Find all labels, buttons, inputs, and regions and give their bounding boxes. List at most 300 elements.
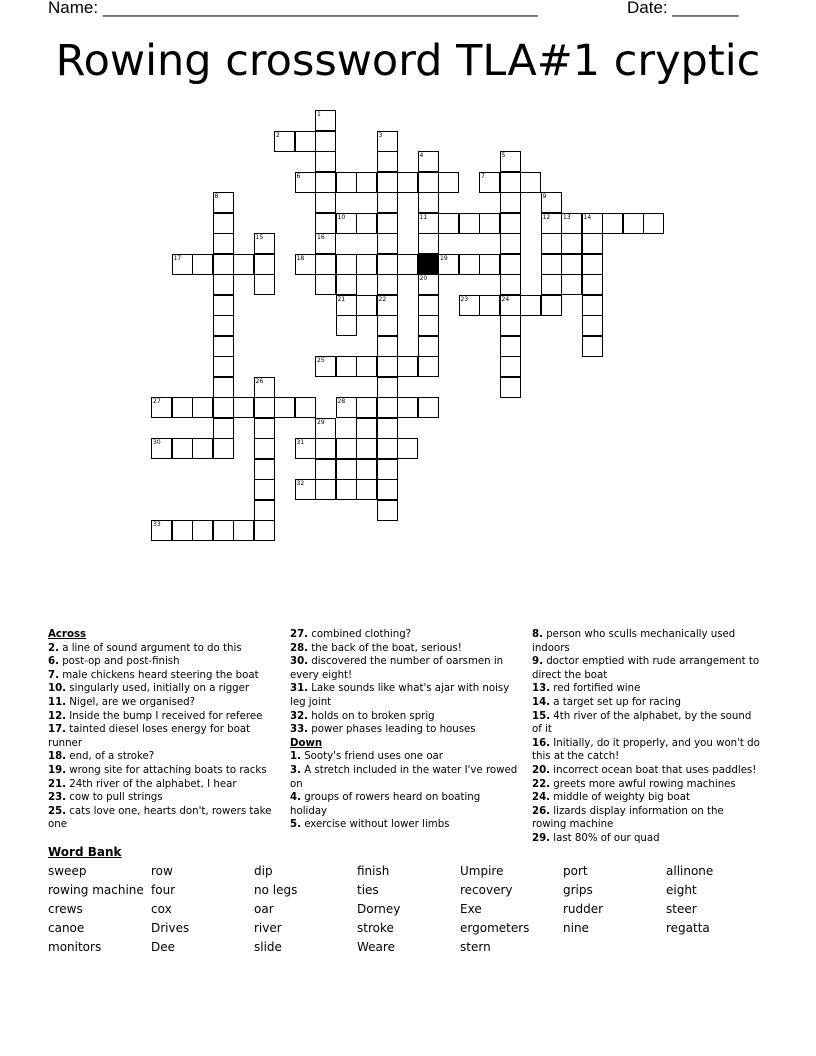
clue-item [48, 682, 276, 696]
clue-number-label: 29. [532, 832, 551, 844]
clue-number: 1 [317, 111, 321, 118]
clue-item [290, 642, 518, 656]
grid-cell[interactable] [397, 438, 418, 459]
clue-number-label: 25. [48, 805, 67, 817]
word-bank-word: Weare [357, 940, 395, 954]
grid-cell[interactable] [356, 459, 377, 480]
clue-number: 17 [173, 254, 182, 262]
grid-cell[interactable] [561, 254, 582, 275]
clue-item [48, 764, 276, 778]
word-bank-word: crews [48, 902, 83, 916]
clue-number: 23 [460, 295, 469, 303]
grid-cell[interactable] [274, 131, 295, 152]
clue-text: Nigel, are we organised? [66, 696, 196, 708]
grid-cell[interactable] [213, 377, 234, 398]
grid-cell[interactable] [213, 315, 234, 336]
grid-cell[interactable] [254, 274, 275, 295]
grid-cell[interactable] [295, 172, 316, 193]
clues-column-2 [290, 628, 518, 832]
grid-cell[interactable] [397, 254, 418, 275]
grid-cell[interactable] [315, 356, 336, 377]
clue-text: 24th river of the alphabet, I hear [66, 778, 237, 790]
clue-number-label: 30. [290, 656, 309, 668]
grid-cell[interactable] [418, 295, 439, 316]
word-bank-word: nine [563, 921, 589, 935]
grid-cell[interactable] [172, 254, 193, 275]
grid-cell[interactable] [192, 254, 213, 275]
grid-cell[interactable] [213, 233, 234, 254]
grid-cell[interactable] [192, 520, 213, 541]
word-bank-word: Dee [151, 940, 176, 954]
grid-cell[interactable] [254, 254, 275, 275]
grid-cell[interactable] [254, 418, 275, 439]
clue-number: 31 [296, 439, 305, 446]
grid-cell[interactable] [377, 213, 398, 234]
clue-number-label: 13. [532, 683, 551, 695]
clue-text: a line of sound argument to do this [58, 642, 242, 654]
clue-number-label: 16. [532, 737, 551, 749]
grid-cell[interactable] [377, 438, 398, 459]
grid-cell[interactable] [336, 295, 357, 316]
clue-text: exercise without lower limbs [300, 819, 450, 831]
clue-item [48, 723, 276, 750]
word-bank-word: slide [254, 940, 282, 954]
clue-item [290, 723, 518, 737]
clue-text: wrong site for attaching boats to racks [66, 764, 267, 776]
word-bank-word: steer [666, 902, 697, 916]
grid-cell[interactable] [582, 315, 603, 336]
grid-cell[interactable] [377, 233, 398, 254]
clue-item [48, 750, 276, 764]
grid-cell[interactable] [377, 151, 398, 172]
grid-cell[interactable] [541, 192, 562, 213]
clue-item [290, 750, 518, 764]
clue-item [532, 832, 760, 846]
grid-cell[interactable] [213, 438, 234, 459]
clue-number-label: 21. [48, 778, 67, 790]
clue-number: 28 [337, 398, 346, 405]
name-blank: ______________________________________________ [102, 0, 538, 17]
grid-cell[interactable] [356, 356, 377, 377]
grid-cell[interactable] [172, 397, 193, 418]
word-bank-word: Dorney [357, 902, 401, 916]
grid-cell[interactable] [336, 356, 357, 377]
clue-text: 4th river of the alphabet, by the sound of it [532, 710, 752, 736]
clue-number: 22 [378, 295, 387, 303]
clue-number-label: 26. [532, 805, 551, 817]
clue-item [532, 791, 760, 805]
word-bank-word: no legs [254, 883, 298, 897]
clue-text: cow to pull strings [66, 792, 163, 804]
grid-cell[interactable] [377, 500, 398, 521]
grid-cell[interactable] [582, 336, 603, 357]
page-title: Rowing crossword TLA#1 cryptic [55, 36, 761, 86]
clue-item [48, 696, 276, 710]
grid-cell[interactable] [315, 233, 336, 254]
clue-item [290, 818, 518, 832]
clue-text: middle of weighty big boat [550, 792, 690, 804]
grid-cell[interactable] [356, 479, 377, 500]
word-bank-word: port [563, 864, 588, 878]
grid-cell[interactable] [438, 213, 459, 234]
clue-number: 3 [378, 131, 383, 139]
grid-cell[interactable] [541, 295, 562, 316]
clue-item [532, 764, 760, 778]
clue-number: 12 [542, 213, 551, 221]
clue-item [48, 710, 276, 724]
clue-number: 2 [276, 131, 280, 139]
clue-section-heading: Across [48, 629, 87, 640]
grid-cell[interactable] [336, 172, 357, 193]
grid-cell[interactable] [254, 459, 275, 480]
grid-cell[interactable] [315, 459, 336, 480]
clue-text: A stretch included in the water I've rowed on [290, 764, 518, 790]
grid-cell[interactable] [582, 254, 603, 275]
grid-cell[interactable] [213, 418, 234, 439]
grid-cell[interactable] [377, 172, 398, 193]
grid-cell[interactable] [315, 151, 336, 172]
clue-number-label: 18. [48, 751, 67, 763]
clue-number-label: 11. [48, 696, 67, 708]
clue-text: tainted diesel loses energy for boat runner [48, 724, 251, 749]
grid-cell[interactable] [459, 213, 480, 234]
grid-cell[interactable] [213, 356, 234, 377]
grid-cell[interactable] [254, 520, 275, 541]
grid-cell[interactable] [213, 397, 234, 418]
clue-number: 21 [337, 295, 346, 303]
grid-cell[interactable] [254, 233, 275, 254]
clue-number-label: 5. [290, 819, 301, 831]
grid-cell[interactable] [356, 438, 377, 459]
grid-cell[interactable] [377, 356, 398, 377]
grid-cell[interactable] [541, 213, 562, 234]
clue-item [532, 737, 760, 764]
clue-item [48, 805, 276, 832]
clue-item [532, 682, 760, 696]
grid-cell[interactable] [254, 438, 275, 459]
grid-cell[interactable] [418, 274, 439, 295]
grid-cell[interactable] [336, 213, 357, 234]
clue-text: groups of rowers heard on boating holiday [290, 792, 481, 817]
grid-cell[interactable] [397, 172, 418, 193]
word-bank-word: grips [563, 883, 593, 897]
grid-cell[interactable] [356, 295, 377, 316]
word-bank-word: row [151, 864, 173, 878]
word-bank-word: stern [460, 940, 491, 954]
clue-item [290, 764, 518, 791]
clue-text: Lake sounds like what's ajar with noisy leg joint [290, 683, 510, 708]
grid-cell[interactable] [315, 192, 336, 213]
grid-cell[interactable] [356, 213, 377, 234]
grid-cell[interactable] [418, 192, 439, 213]
grid-cell[interactable] [295, 397, 316, 418]
clue-item [290, 628, 518, 642]
clue-number-label: 32. [290, 710, 309, 722]
clue-item [48, 655, 276, 669]
grid-cell[interactable] [377, 459, 398, 480]
clue-item [532, 710, 760, 737]
clue-number-label: 28. [290, 642, 309, 654]
grid-cell[interactable] [541, 274, 562, 295]
clue-number-label: 27. [290, 629, 309, 640]
grid-cell[interactable] [397, 356, 418, 377]
blocked-cell [418, 254, 439, 275]
grid-cell[interactable] [561, 274, 582, 295]
grid-cell[interactable] [520, 295, 541, 316]
grid-cell[interactable] [336, 397, 357, 418]
clue-number: 25 [317, 357, 325, 364]
clue-number-label: 9. [532, 656, 543, 668]
clue-number-label: 10. [48, 683, 67, 695]
clue-number: 30 [153, 439, 161, 446]
clue-number: 29 [317, 418, 325, 426]
grid-cell[interactable] [459, 254, 480, 275]
grid-cell[interactable] [213, 520, 234, 541]
grid-cell[interactable] [213, 336, 234, 357]
word-bank-word: rowing machine [48, 883, 144, 897]
grid-cell[interactable] [582, 213, 603, 234]
name-label: Name: [48, 0, 99, 17]
grid-cell[interactable] [315, 438, 336, 459]
grid-cell[interactable] [500, 336, 521, 357]
clue-number-label: 1. [290, 751, 301, 763]
grid-cell[interactable] [500, 213, 521, 234]
clue-number: 10 [337, 213, 346, 221]
grid-cell[interactable] [336, 438, 357, 459]
grid-cell[interactable] [479, 254, 500, 275]
grid-cell[interactable] [254, 479, 275, 500]
grid-cell[interactable] [500, 233, 521, 254]
clue-number: 13 [563, 213, 571, 221]
word-bank-word: monitors [48, 940, 102, 954]
grid-cell[interactable] [233, 254, 254, 275]
grid-cell[interactable] [377, 397, 398, 418]
grid-cell[interactable] [541, 233, 562, 254]
clue-item [532, 778, 760, 792]
grid-cell[interactable] [418, 233, 439, 254]
grid-cell[interactable] [295, 438, 316, 459]
grid-cell[interactable] [500, 151, 521, 172]
grid-cell[interactable] [500, 377, 521, 398]
grid-cell[interactable] [356, 254, 377, 275]
grid-cell[interactable] [500, 172, 521, 193]
date-blank: _______ [672, 0, 739, 17]
clue-number-label: 23. [48, 792, 67, 804]
grid-cell[interactable] [356, 418, 377, 439]
grid-cell[interactable] [377, 418, 398, 439]
clue-item [532, 696, 760, 710]
grid-cell[interactable] [377, 254, 398, 275]
grid-cell[interactable] [315, 110, 336, 131]
word-bank-word: finish [357, 864, 390, 878]
grid-cell[interactable] [377, 274, 398, 295]
grid-cell[interactable] [582, 233, 603, 254]
clue-text: combined clothing? [308, 629, 412, 640]
word-bank-word: canoe [48, 921, 85, 935]
grid-cell[interactable] [623, 213, 644, 234]
grid-cell[interactable] [377, 131, 398, 152]
grid-cell[interactable] [315, 131, 336, 152]
grid-cell[interactable] [192, 397, 213, 418]
clue-text: singularly used, initially on a rigger [66, 683, 250, 695]
grid-cell[interactable] [336, 479, 357, 500]
clue-text: Inside the bump I received for referee [66, 710, 263, 722]
grid-cell[interactable] [233, 397, 254, 418]
grid-cell[interactable] [377, 336, 398, 357]
clue-text: greets more awful rowing machines [550, 778, 736, 790]
clue-text: Initially, do it properly, and you won't do this at the catch! [532, 737, 760, 763]
grid-cell[interactable] [233, 520, 254, 541]
grid-cell[interactable] [213, 274, 234, 295]
grid-cell[interactable] [213, 295, 234, 316]
word-bank-word: stroke [357, 921, 394, 935]
grid-cell[interactable] [295, 479, 316, 500]
grid-cell[interactable] [418, 151, 439, 172]
clue-number: 19 [440, 254, 448, 262]
grid-cell[interactable] [172, 438, 193, 459]
clue-number: 4 [419, 152, 424, 159]
grid-cell[interactable] [438, 172, 459, 193]
grid-cell[interactable] [582, 274, 603, 295]
grid-cell[interactable] [254, 377, 275, 398]
grid-cell[interactable] [377, 479, 398, 500]
grid-cell[interactable] [479, 213, 500, 234]
grid-cell[interactable] [213, 213, 234, 234]
clue-number-label: 12. [48, 710, 67, 722]
grid-cell[interactable] [254, 397, 275, 418]
grid-cell[interactable] [541, 254, 562, 275]
clue-number-label: 4. [290, 792, 301, 804]
grid-cell[interactable] [479, 295, 500, 316]
word-bank-word: allinone [666, 864, 714, 878]
word-bank-word: Exe [460, 902, 482, 916]
grid-cell[interactable] [377, 295, 398, 316]
grid-cell[interactable] [500, 315, 521, 336]
grid-cell[interactable] [377, 377, 398, 398]
grid-cell[interactable] [151, 397, 172, 418]
grid-cell[interactable] [315, 479, 336, 500]
grid-cell[interactable] [418, 356, 439, 377]
grid-cell[interactable] [315, 254, 336, 275]
grid-cell[interactable] [151, 438, 172, 459]
clue-item [48, 642, 276, 656]
clue-number: 16 [317, 234, 325, 241]
clue-number-label: 3. [290, 764, 301, 776]
grid-cell[interactable] [500, 356, 521, 377]
clue-text: power phases leading to houses [308, 724, 476, 736]
grid-cell[interactable] [520, 172, 541, 193]
grid-cell[interactable] [315, 418, 336, 439]
date-label: Date: [627, 0, 668, 17]
grid-cell[interactable] [151, 520, 172, 541]
grid-cell[interactable] [213, 254, 234, 275]
clue-number-label: 17. [48, 724, 67, 736]
clue-number: 8 [214, 193, 219, 200]
grid-cell[interactable] [500, 192, 521, 213]
grid-cell[interactable] [336, 315, 357, 336]
word-bank-word: four [151, 883, 176, 897]
grid-cell[interactable] [500, 295, 521, 316]
grid-cell[interactable] [418, 315, 439, 336]
clue-item [290, 682, 518, 709]
grid-cell[interactable] [336, 254, 357, 275]
clue-text: lizards display information on the rowing machine [532, 805, 724, 831]
clue-number: 11 [419, 213, 428, 221]
clue-number-label: 24. [532, 792, 551, 804]
clue-number: 5 [501, 152, 506, 159]
grid-cell[interactable] [315, 172, 336, 193]
grid-cell[interactable] [500, 254, 521, 275]
clue-number-label: 2. [48, 642, 59, 654]
grid-cell[interactable] [336, 459, 357, 480]
grid-cell[interactable] [479, 172, 500, 193]
grid-cell[interactable] [561, 233, 582, 254]
word-bank-word: rudder [563, 902, 604, 916]
grid-cell[interactable] [356, 172, 377, 193]
clue-number: 32 [296, 480, 305, 487]
grid-cell[interactable] [192, 438, 213, 459]
clue-number: 15 [255, 234, 264, 241]
grid-cell[interactable] [295, 131, 316, 152]
clue-text: cats love one, hearts don't, rowers take one [48, 805, 272, 831]
clue-number: 33 [153, 521, 161, 528]
grid-cell[interactable] [336, 274, 357, 295]
grid-cell[interactable] [561, 213, 582, 234]
word-bank-word: regatta [666, 921, 710, 935]
grid-cell[interactable] [418, 336, 439, 357]
clue-section-heading: Down [290, 737, 323, 749]
grid-cell[interactable] [500, 274, 521, 295]
grid-cell[interactable] [397, 397, 418, 418]
clue-text: doctor emptied with rude arrangement to direct the boat [532, 656, 760, 681]
clue-text: male chickens heard steering the boat [58, 669, 259, 681]
clue-text: person who sculls mechanically used indoors [532, 629, 736, 654]
grid-cell[interactable] [459, 295, 480, 316]
grid-cell[interactable] [418, 213, 439, 234]
clue-number-label: 33. [290, 724, 309, 736]
clue-number: 14 [583, 213, 592, 221]
grid-cell[interactable] [643, 213, 664, 234]
grid-cell[interactable] [315, 213, 336, 234]
grid-cell[interactable] [213, 192, 234, 213]
grid-cell[interactable] [274, 397, 295, 418]
grid-cell[interactable] [582, 295, 603, 316]
clue-number-label: 19. [48, 764, 67, 776]
grid-cell[interactable] [315, 274, 336, 295]
clue-text: the back of the boat, serious! [308, 642, 462, 654]
grid-cell[interactable] [377, 315, 398, 336]
word-bank-word: cox [151, 902, 172, 916]
grid-cell[interactable] [377, 192, 398, 213]
grid-cell[interactable] [172, 520, 193, 541]
grid-cell[interactable] [295, 254, 316, 275]
clue-number-label: 31. [290, 683, 309, 695]
grid-cell[interactable] [602, 213, 623, 234]
word-bank-word: dip [254, 864, 273, 878]
grid-cell[interactable] [418, 397, 439, 418]
grid-cell[interactable] [438, 254, 459, 275]
word-bank-word: eight [666, 883, 697, 897]
grid-cell[interactable] [356, 397, 377, 418]
word-bank-word: Drives [151, 921, 190, 935]
grid-cell[interactable] [418, 172, 439, 193]
word-bank-word: ergometers [460, 921, 530, 935]
clue-number: 18 [296, 254, 305, 262]
clue-text: post-op and post-finish [58, 656, 180, 668]
clue-number-label: 14. [532, 696, 551, 708]
clue-item [290, 655, 518, 682]
grid-cell[interactable] [254, 500, 275, 521]
